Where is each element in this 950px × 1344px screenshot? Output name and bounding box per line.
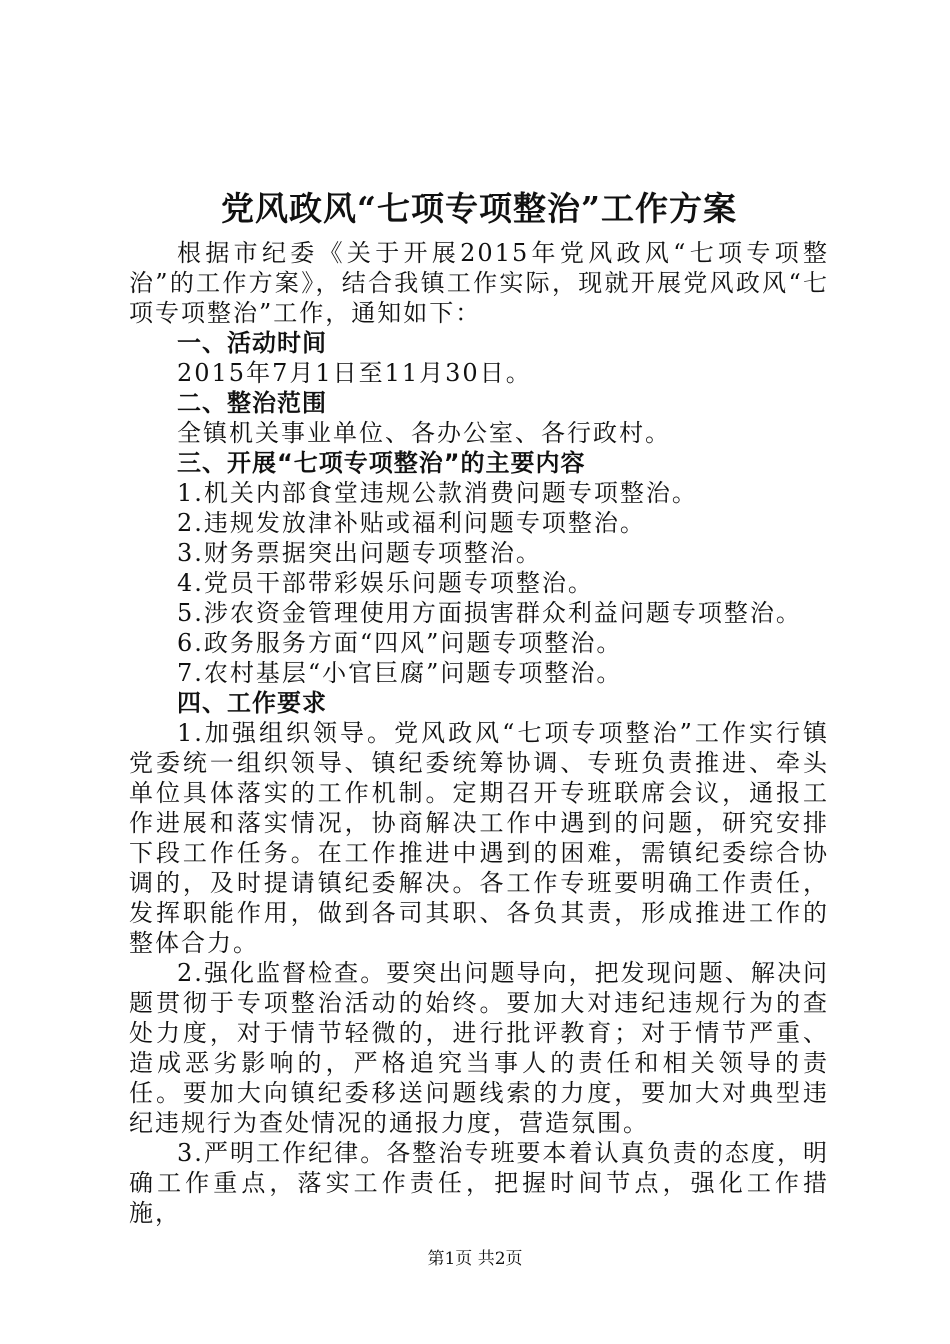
content-item-7: 7.农村基层“小官巨腐”问题专项整治。 [177,659,623,687]
section-heading-scope: 二、整治范围 [177,389,327,417]
document-page [129,182,829,1228]
section-scope-text: 全镇机关事业单位、各办公室、各行政村。 [177,419,671,447]
requirement-paragraph-2: 2.强化监督检查。要突出问题导向，把发现问题、解决问题贯彻于专项整治活动的始终。要加大对违纪违规行为的查处力度，对于情节轻微的，进行批评教育；对于情节严重、造成恶劣影响的，严格追究当事人的责任和相关领导的责任。要加大向镇纪委移送问题线索的力度，要加大对典型违纪违规行为查处情况的通报力度，营造氛围。 [129,959,829,1137]
requirement-paragraph-1: 1.加强组织领导。党风政风“七项专项整治”工作实行镇党委统一组织领导、镇纪委统筹协调、专班负责推进、牵头单位具体落实的工作机制。定期召开专班联席会议，通报工作进展和落实情况，协商解决工作中遇到的问题，研究安排下段工作任务。在工作推进中遇到的困难，需镇纪委综合协调的，及时提请镇纪委解决。各工作专班要明确工作责任，发挥职能作用，做到各司其职、各负其责，形成推进工作的整体合力。 [129,719,829,957]
content-item-1: 1.机关内部食堂违规公款消费问题专项整治。 [177,479,698,507]
section-time-text: 2015年7月1日至11月30日。 [177,359,532,387]
intro-paragraph: 根据市纪委《关于开展2015年党风政风“七项专项整治”的工作方案》，结合我镇工作实际，现就开展党风政风“七项专项整治”工作，通知如下： [129,239,829,327]
section-heading-content: 三、开展“七项专项整治”的主要内容 [177,449,586,477]
page-footer: 第1页 共2页 [427,1249,523,1269]
content-item-3: 3.财务票据突出问题专项整治。 [177,539,542,567]
section-heading-time: 一、活动时间 [177,329,327,357]
content-item-6: 6.政务服务方面“四风”问题专项整治。 [177,629,623,657]
section-heading-requirements: 四、工作要求 [177,689,327,717]
content-item-5: 5.涉农资金管理使用方面损害群众利益问题专项整治。 [177,599,802,627]
document-title: 党风政风“七项专项整治”工作方案 [221,189,737,228]
content-item-4: 4.党员干部带彩娱乐问题专项整治。 [177,569,594,597]
content-item-2: 2.违规发放津补贴或福利问题专项整治。 [177,509,646,537]
requirement-paragraph-3: 3.严明工作纪律。各整治专班要本着认真负责的态度，明确工作重点，落实工作责任，把握时间节点，强化工作措施， [129,1139,829,1227]
